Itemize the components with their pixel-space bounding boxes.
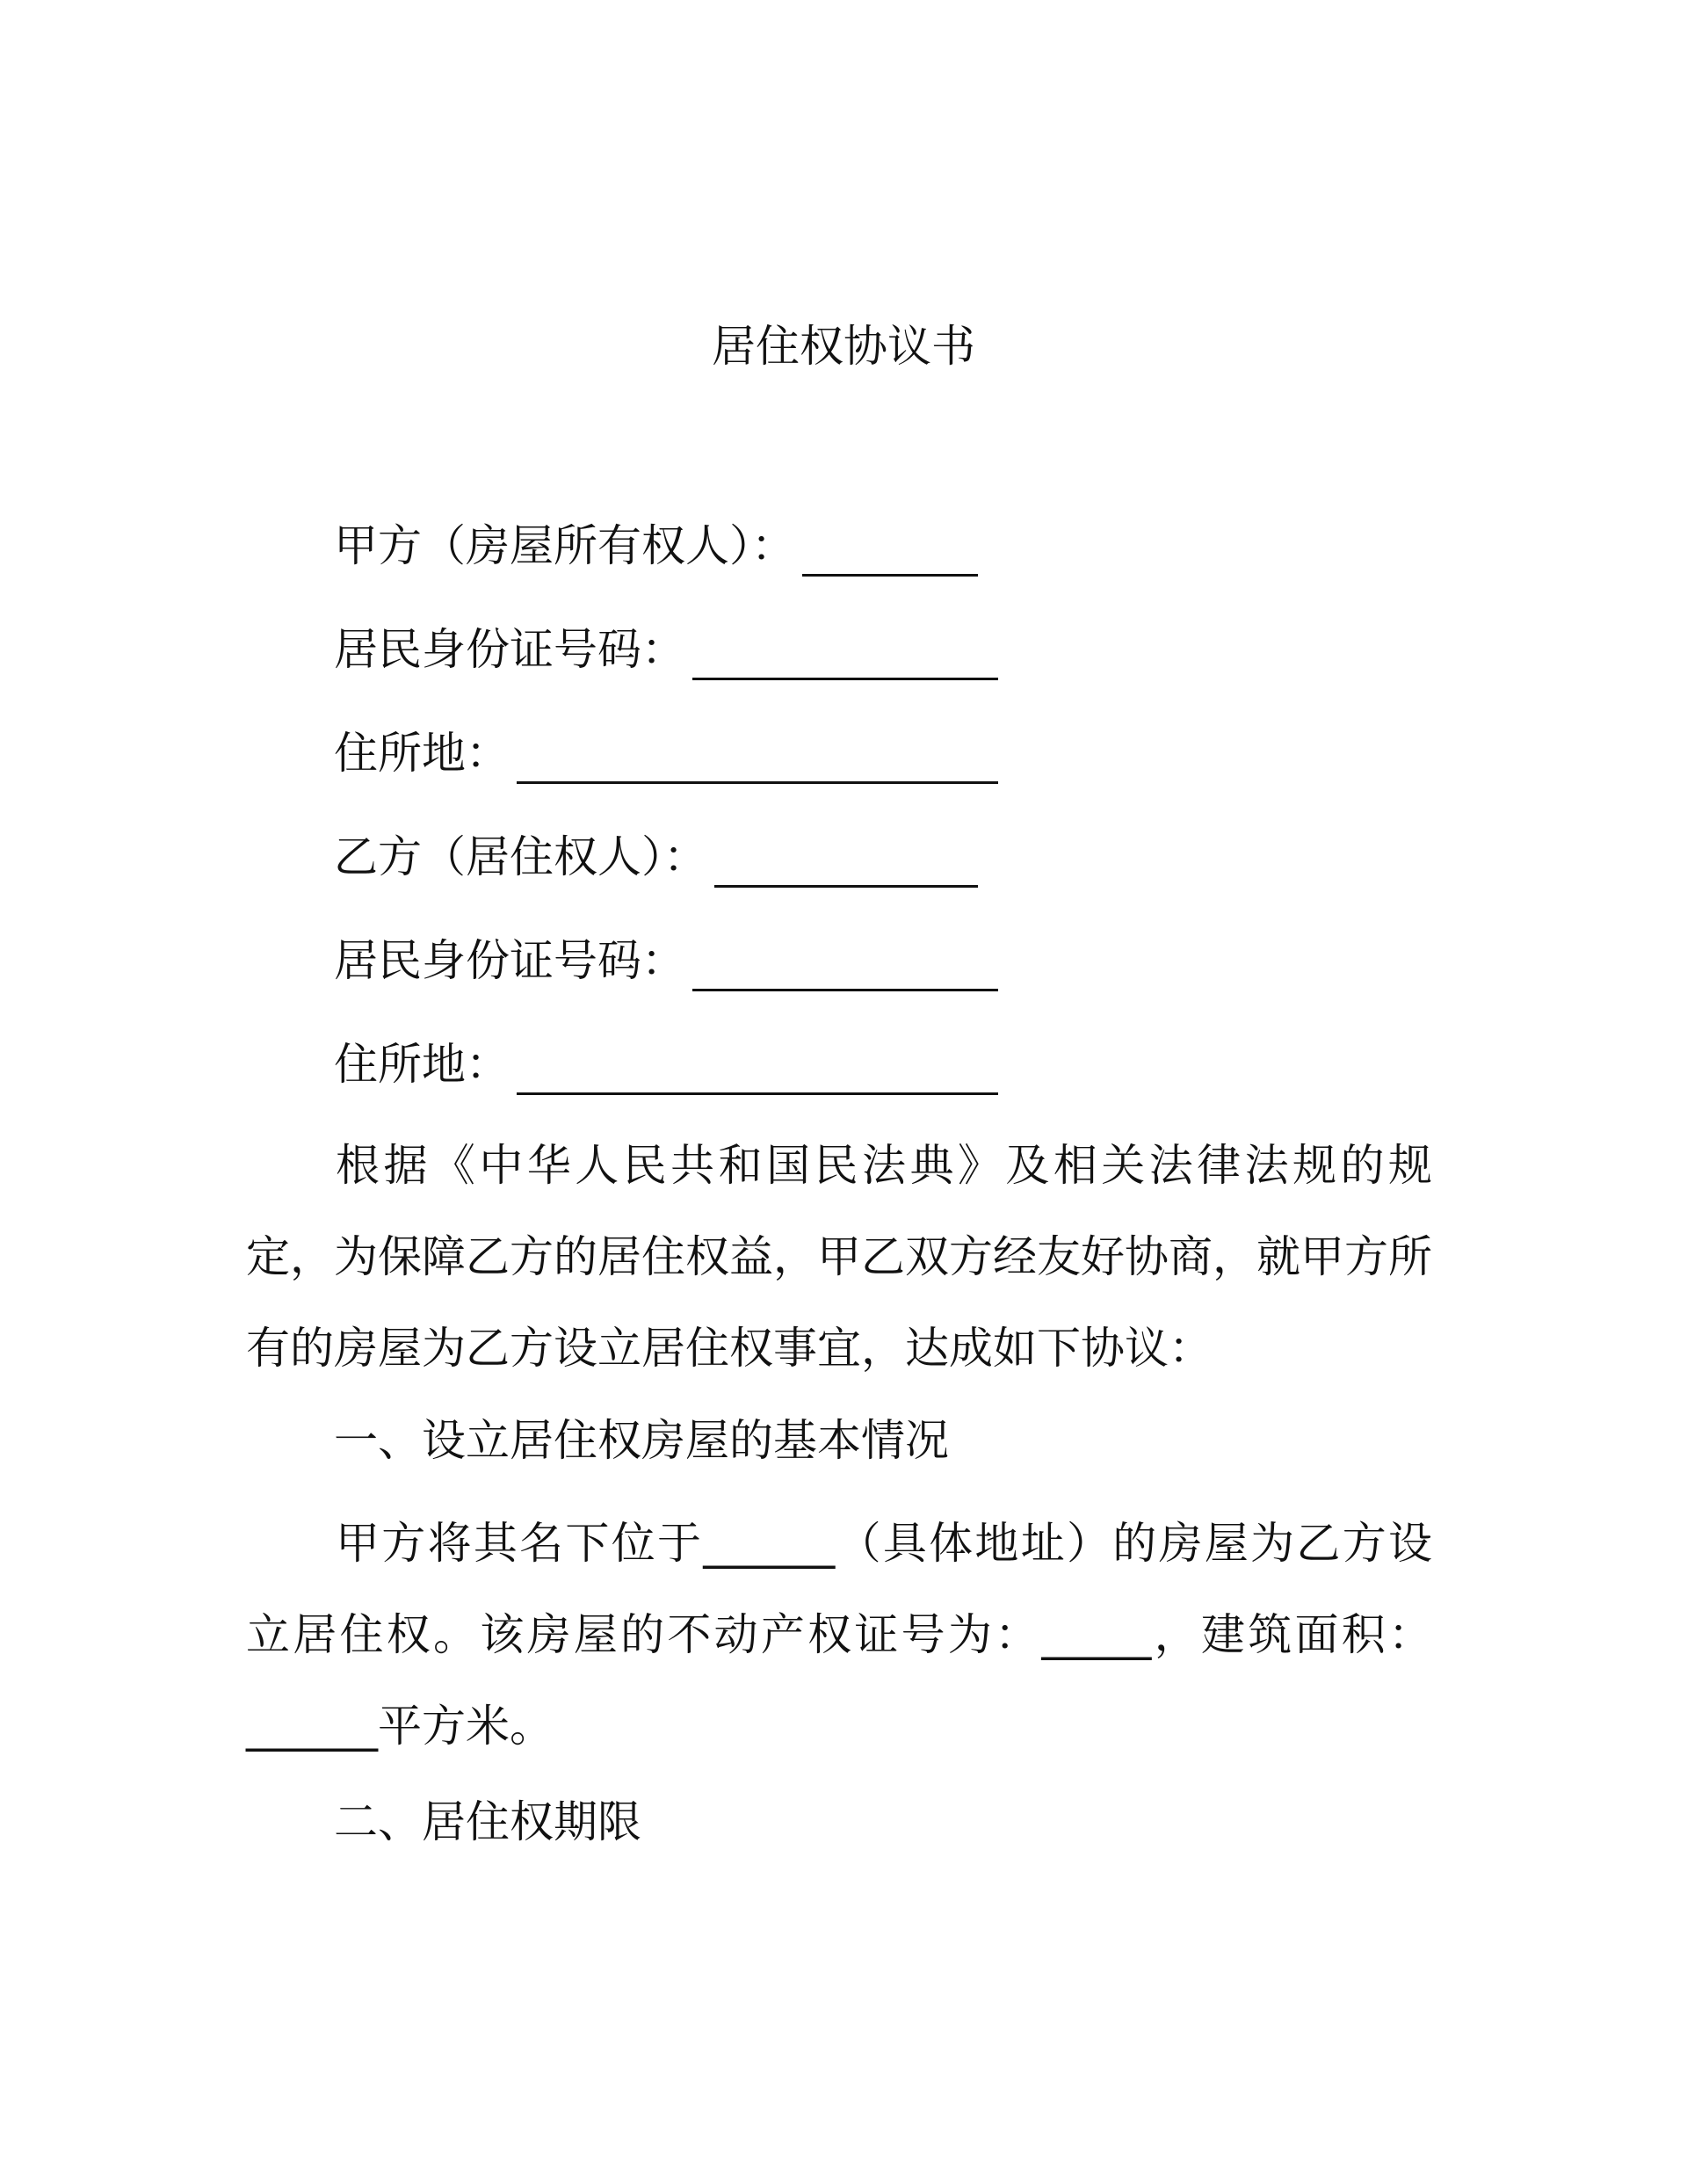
document-title: 居住权协议书 [712, 321, 975, 372]
party-b-address-blank [517, 1041, 998, 1095]
party-a-address-field [334, 722, 998, 784]
party-b-address-field [334, 1034, 998, 1095]
party-a-id-label: 居民身份证号码： [334, 624, 685, 675]
party-b-id-blank [692, 938, 998, 991]
party-b-field [334, 826, 978, 888]
party-a-field [334, 515, 978, 577]
party-a-blank [802, 523, 978, 577]
party-a-label: 甲方（房屋所有权人）： [334, 520, 795, 571]
party-b-label: 乙方（居住权人）： [334, 831, 707, 882]
party-a-address-label: 住所地： [334, 728, 510, 779]
party-b-id-field [334, 930, 998, 991]
party-b-id-label: 居民身份证号码： [334, 935, 685, 986]
section-2-heading: 二、居住权期限 [334, 1796, 641, 1847]
party-b-address-label: 住所地： [334, 1039, 510, 1090]
section-1-heading: 一、设立居住权房屋的基本情况 [334, 1415, 949, 1466]
party-a-id-field [334, 619, 998, 680]
party-b-blank [714, 834, 978, 888]
party-a-id-blank [692, 627, 998, 680]
section-1-body: 甲方将其名下位于______（具体地址）的房屋为乙方设立居住权。该房屋的不动产权证号为：_____，建筑面积：______平方米。 [246, 1518, 1432, 1752]
party-a-address-blank [517, 730, 998, 784]
preamble-paragraph: 根据《中华人民共和国民法典》及相关法律法规的规定，为保障乙方的居住权益，甲乙双方经友好协商，就甲方所有的房屋为乙方设立居住权事宜，达成如下协议： [246, 1140, 1432, 1374]
